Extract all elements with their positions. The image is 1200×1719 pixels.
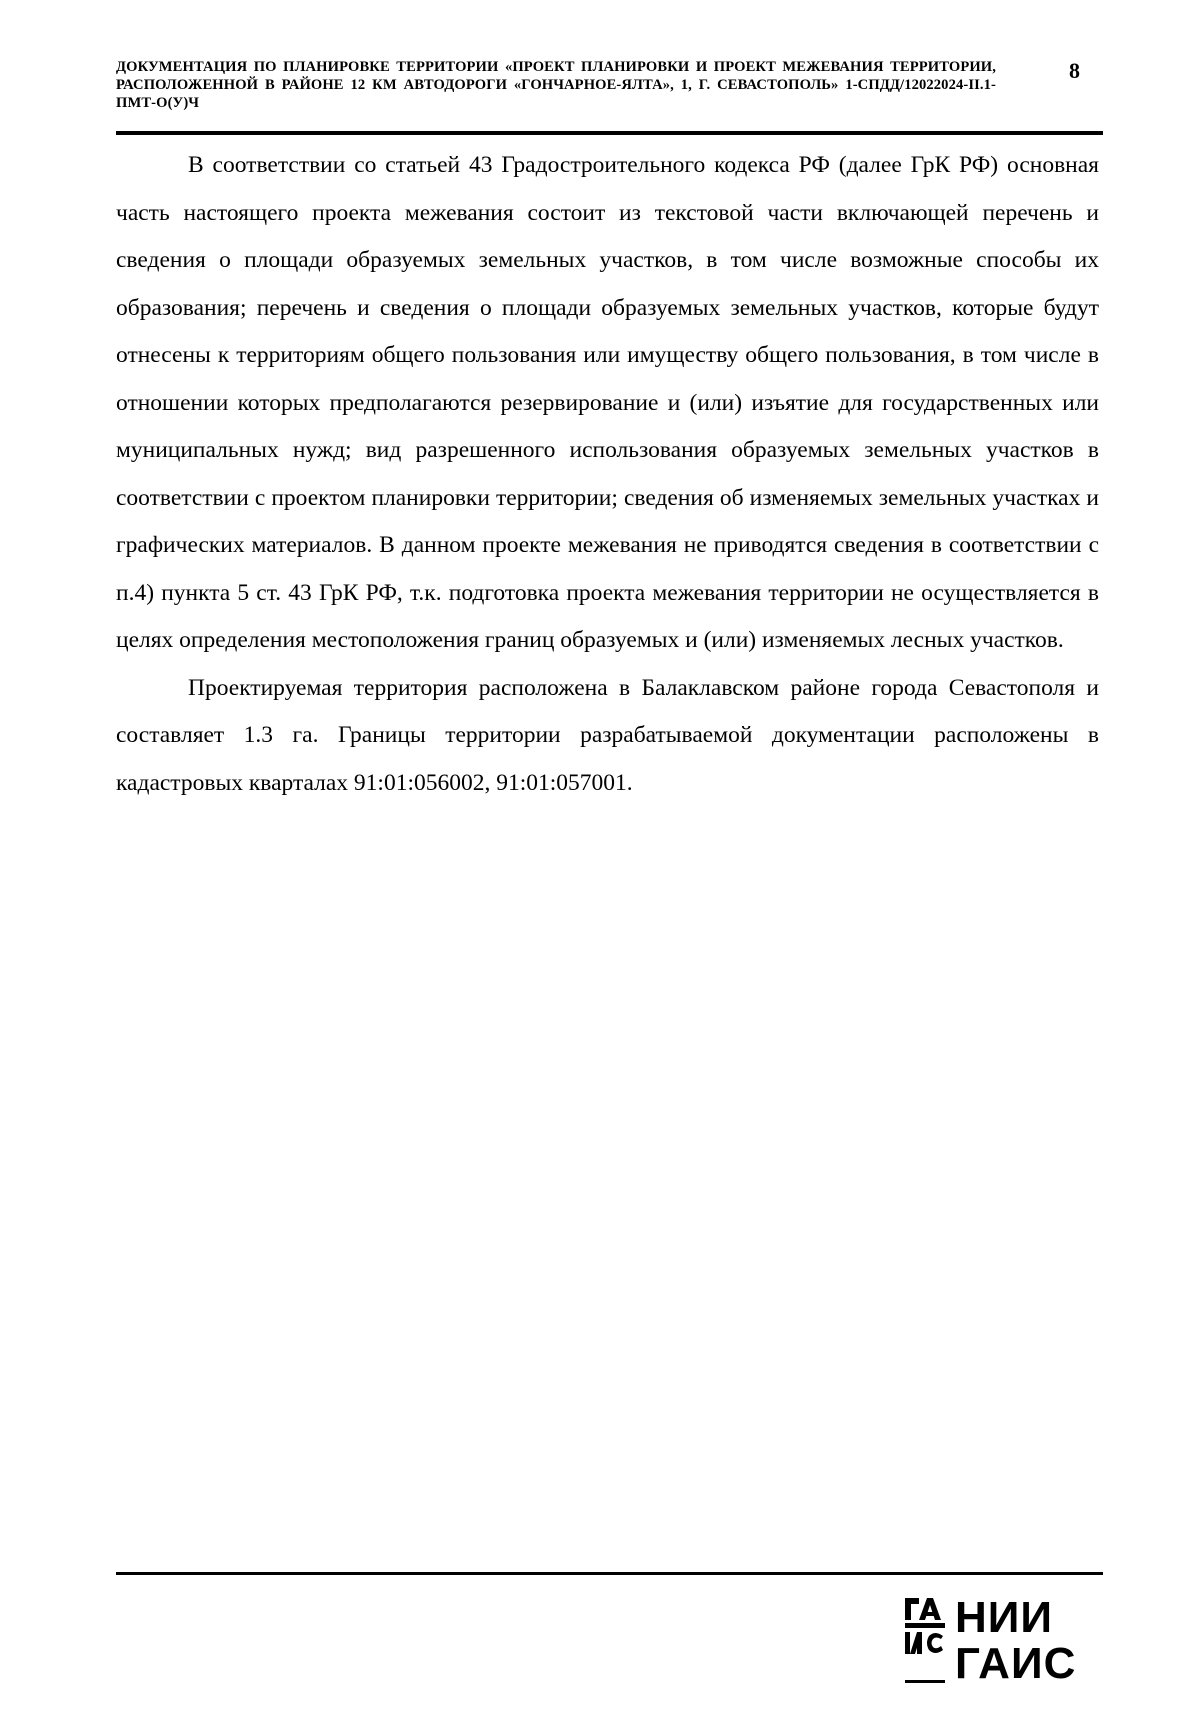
- body-paragraph-2: Проектируемая территория расположена в Балаклавском районе города Севастополя и составляет 1.3 га. Границы территории разрабатываемой документации расположены в кадастровых кварталах 91:01:056002, 91:01:057001.: [116, 674, 1099, 796]
- nii-gais-logo: [905, 1593, 1090, 1688]
- nii-gais-emblem-icon: [905, 1596, 949, 1688]
- header-divider: [116, 131, 1103, 135]
- document-header-title: ДОКУМЕНТАЦИЯ ПО ПЛАНИРОВКЕ ТЕРРИТОРИИ «ПРОЕКТ ПЛАНИРОВКИ И ПРОЕКТ МЕЖЕВАНИЯ ТЕРРИТОРИИ, РАСПОЛОЖЕННОЙ В РАЙОНЕ 12 КМ АВТОДОРОГИ «ГОНЧАРНОЕ-ЯЛТА», 1, Г. СЕВАСТОПОЛЬ» 1-СПДД/12022024-II.1-ПМТ-О(У)Ч: [116, 59, 996, 111]
- logo-wordmark: [955, 1593, 1077, 1688]
- body-text: [116, 142, 1099, 807]
- logo-line-2: ГАИС: [955, 1639, 1077, 1688]
- logo-line-1: НИИ: [955, 1593, 1054, 1642]
- body-paragraph-1: В соответствии со статьей 43 Градостроительного кодекса РФ (далее ГрК РФ) основная часть настоящего проекта межевания состоит из текстовой части включающей перечень и сведения о площади образуемых земельных участков, в том числе возможные способы их образования; перечень и сведения о площади образуемых земельных участков, которые будут отнесены к территориям общего пользования или имуществу общего пользования, в том числе в отношении которых предполагаются резервирование и (или) изъятие для государственных или муниципальных нужд; вид разрешенного использования образуемых земельных участков в соответствии с проектом планировки территории; сведения об изменяемых земельных участках и графических материалов. В данном проекте межевания не приводятся сведения в соответствии с п.4) пункта 5 ст. 43 ГрК РФ, т.к. подготовка проекта межевания территории не осуществляется в целях определения местоположения границ образуемых и (или) изменяемых лесных участков.: [116, 152, 1099, 653]
- page-number: 8: [1069, 58, 1080, 83]
- footer-divider: [116, 1572, 1103, 1575]
